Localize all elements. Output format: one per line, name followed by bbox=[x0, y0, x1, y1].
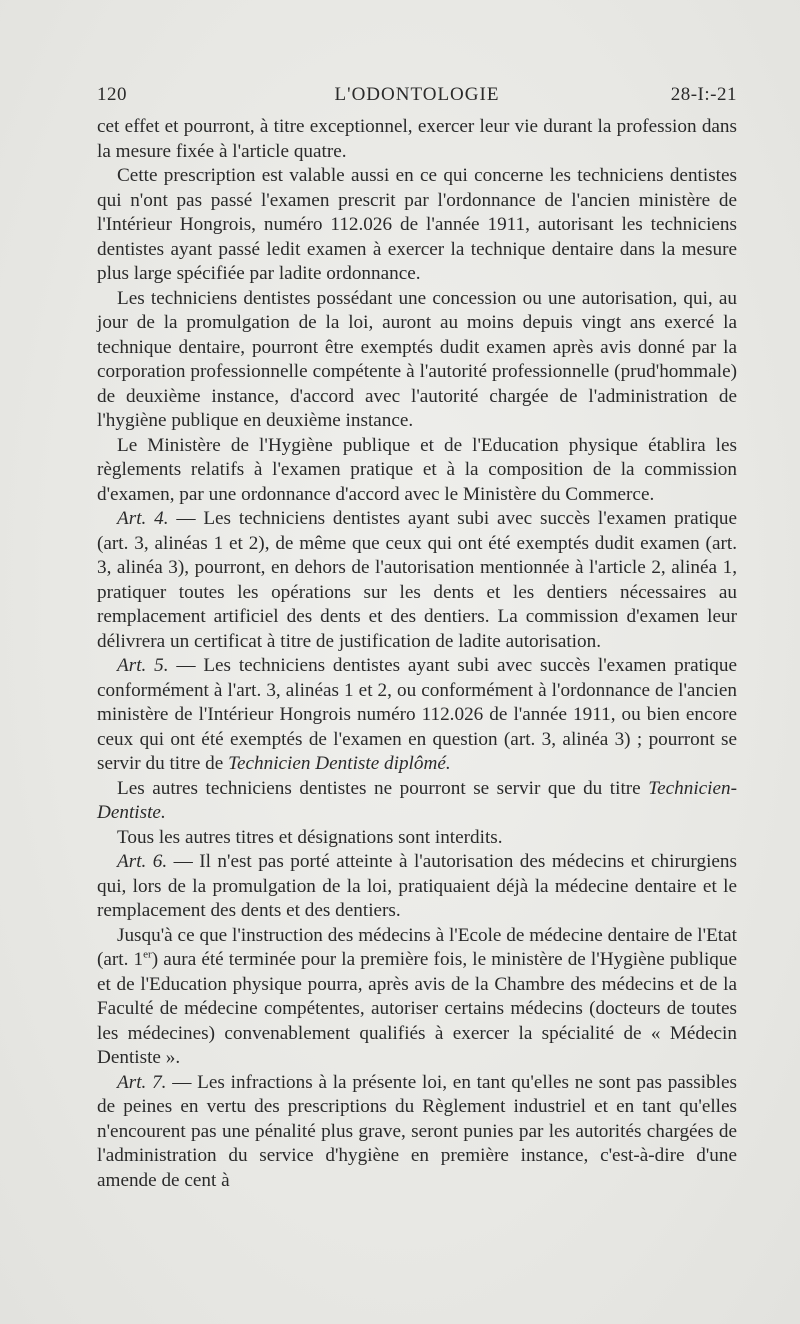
technician-title: Technicien-Dentiste. bbox=[97, 777, 737, 823]
article-5-paragraph bbox=[97, 654, 737, 777]
article-text: — Les techniciens dentistes ayant subi avec succès l'examen pratique (art. 3, alinéas 1 et 2), de même que ceux qui ont été exemptés dudit examen (art. 3, alinéa 3), pourront, en dehors de l'autorisation mentionnée à l'article 2, alinéa 1, pratiquer toutes les opérations sur les dents et les dentiers nécessaires au remplacement artificiel des dents et des dentiers. La commission d'examen leur délivrera un certificat à titre de justification de ladite autorisation. bbox=[97, 508, 737, 652]
article-text: — Il n'est pas porté atteinte à l'autorisation des médecins et chirurgiens qui, lors de la promulgation de la loi, pratiquaient déjà la médecine dentaire et le remplacement des dents et des dentiers. bbox=[97, 851, 737, 921]
paragraph bbox=[97, 924, 737, 1071]
paragraph-text: Jusqu'à ce que l'instruction des médecins à l'Ecole de médecine dentaire de l'Etat (art. 1 bbox=[97, 924, 737, 970]
diploma-title: Technicien Dentiste diplômé. bbox=[228, 753, 451, 774]
paragraph: Le Ministère de l'Hygiène publique et de l'Education physique établira les règlements relatifs à l'examen pratique et à la composition de la commission d'examen, par une ordonnance d'accord avec le Ministère du Commerce. bbox=[97, 434, 737, 505]
issue-date: 28-I:-21 bbox=[670, 84, 737, 105]
paragraph-text: Les autres techniciens dentistes ne pourront se servir que du titre bbox=[117, 777, 649, 799]
article-label: Art. 6. bbox=[117, 851, 168, 872]
running-header bbox=[97, 84, 737, 110]
paragraph: Tous les autres titres et désignations sont interdits. bbox=[117, 826, 503, 848]
page-number: 120 bbox=[97, 84, 127, 105]
article-text: — Les techniciens dentistes ayant subi avec succès l'examen pratique conformément à l'art. 3, alinéas 1 et 2, ou conformément à l'ordonnance de l'ancien ministère de l'Intérieur Hongrois numéro 112.026 de l'année 1911, ou bien encore ceux qui ont été exemptés de l'examen en question (art. 3, alinéa 3) ; pourront se servir du titre de bbox=[97, 655, 737, 774]
article-label: Art. 4. bbox=[117, 508, 169, 529]
article-7-paragraph bbox=[97, 1071, 737, 1194]
article-text: — Les infractions à la présente loi, en tant qu'elles ne sont pas passibles de peines en vertu des prescriptions du Règlement industriel et en tant qu'elles n'encourent pas une pénalité plus grave, seront punies par les autorités chargées de l'administration du service d'hygiène en première instance, c'est-à-dire d'une amende de cent à bbox=[97, 1071, 737, 1191]
article-label: Art. 5. bbox=[117, 655, 169, 676]
paragraph: cet effet et pourront, à titre exceptionnel, exercer leur vie durant la profession dans la mesure fixée à l'article quatre. bbox=[97, 116, 737, 162]
article-4-paragraph bbox=[97, 507, 737, 654]
paragraph: Cette prescription est valable aussi en ce qui concerne les techniciens dentistes qui n'ont pas passé l'examen prescrit par l'ordonnance de l'ancien ministère de l'Intérieur Hongrois, numéro 112.026 de l'année 1911, autorisant les techniciens dentistes ayant passé ledit examen à exercer la technique dentaire dans la mesure plus large spécifiée par ladite ordonnance. bbox=[97, 165, 737, 284]
article-label: Art. 7. bbox=[117, 1071, 167, 1093]
body-text bbox=[97, 115, 737, 1193]
article-6-paragraph bbox=[97, 850, 737, 924]
paragraph-text: ) aura été terminée pour la première fois, le ministère de l'Hygiène publique et de l'Education physique pourra, après avis de la Chambre des médecins et de la Faculté de médecine compétentes, autoriser certains médecins (docteurs de toutes les médecines) convenablement qualifiés à exercer la spécialité de « Médecin Dentiste ». bbox=[97, 949, 737, 1068]
superscript: er bbox=[143, 948, 152, 961]
journal-title: L'ODONTOLOGIE bbox=[334, 84, 500, 105]
paragraph bbox=[97, 777, 737, 826]
paragraph: Les techniciens dentistes possédant une concession ou une autorisation, qui, au jour de la promulgation de la loi, auront au moins depuis vingt ans exercé la technique dentaire, pourront être exemptés dudit examen après avis donné par la corporation professionnelle compétente à l'autorité professionnelle (prud'hommale) de deuxième instance, d'accord avec l'autorité chargée de l'administration de l'hygiène publique en deuxième instance. bbox=[97, 287, 737, 431]
